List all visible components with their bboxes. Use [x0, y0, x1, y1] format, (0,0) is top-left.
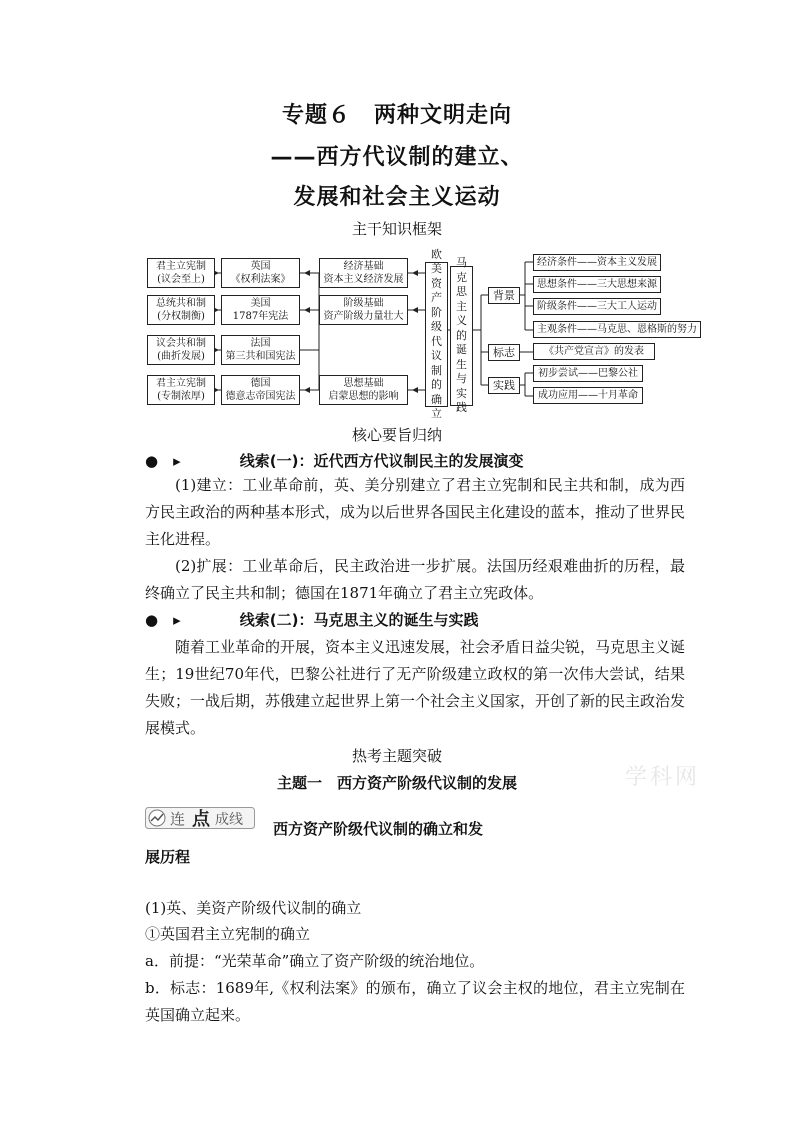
item-4: b．标志：1689年,《权利法案》的颁布，确立了议会主权的地位，君主立宪制在英国确立起来。 — [145, 979, 685, 1024]
clue-2-label: 线索(二)：马克思主义的诞生与实践 — [239, 611, 479, 629]
badge-text-1: 连 — [170, 810, 186, 828]
country-box-uk: 英国 《权利法案》 — [221, 258, 300, 288]
topic-subtitle-2: 发展和社会主义运动 — [293, 185, 501, 210]
system-box-1: 君主立宪制 (议会至上) — [147, 258, 215, 288]
clue-1-label: 线索(一)：近代西方代议制民主的发展演变 — [239, 452, 524, 470]
badge-text-2: 点 — [192, 809, 210, 830]
bullet-icon: ● ▸ — [145, 611, 181, 629]
paragraph-establishment: (1)建立：工业革命前，英、美分别建立了君主立宪制和民主共和制，成为西方民主政治的两种基本形式，成为以后世界各国民主化建设的蓝本，推动了世界民主化进程。 — [145, 476, 686, 548]
clue-2 — [145, 609, 479, 630]
system-box-4: 君主立宪制 (专制浓厚) — [147, 375, 215, 405]
branch-mark: 标志 — [488, 344, 520, 361]
clue-1 — [145, 450, 524, 471]
country-box-fr: 法国 第三共和国宪法 — [221, 335, 300, 365]
badge-text-3: 成线 — [215, 812, 243, 828]
knowledge-framework-diagram — [145, 240, 705, 420]
hot-topics-heading: 热考主题突破 — [351, 747, 442, 765]
practice-item-1: 初步尝试——巴黎公社 — [533, 365, 643, 382]
background-item-3: 阶级条件——三大工人运动 — [533, 298, 661, 315]
core-heading: 核心要旨归纳 — [351, 426, 442, 444]
basis-box-ideology: 思想基础 启蒙思想的影响 — [319, 375, 408, 405]
country-box-de: 德国 德意志帝国宪法 — [221, 375, 300, 405]
system-box-2: 总统共和制 (分权制衡) — [147, 295, 215, 325]
paragraph-marxism: 随着工业革命的开展，资本主义迅速发展，社会矛盾日益尖锐，马克思主义诞生；19世纪70年代，巴黎公社进行了无产阶级建立政权的第一次伟大尝试，结果失败；一战后期，苏俄建立起世界上第一个社会主义国家，开创了新的民主政治发展模式。 — [145, 638, 686, 737]
framework-heading: 主干知识框架 — [351, 220, 442, 238]
center-box-representative-system: 欧美资产阶级代议制的确立 — [425, 262, 448, 407]
background-item-1: 经济条件——资本主义发展 — [533, 254, 661, 271]
item-1: (1)英、美资产阶级代议制的确立 — [145, 899, 362, 917]
connect-dots-badge — [145, 807, 255, 829]
country-box-us: 美国 1787年宪法 — [221, 295, 300, 325]
basis-box-economic: 经济基础 资本主义经济发展 — [319, 258, 408, 288]
mark-item: 《共产党宣言》的发表 — [533, 343, 655, 360]
topic-subtitle-1: ——西方代议制的建立、 — [270, 145, 524, 170]
item-2: ①英国君主立宪制的确立 — [145, 925, 311, 943]
section-heading-line-2: 展历程 — [145, 848, 191, 866]
topic-title: 专题６ 两种文明走向 — [281, 103, 512, 128]
system-box-3: 议会共和制 (曲折发展) — [147, 335, 215, 365]
background-item-2: 思想条件——三大思想来源 — [533, 276, 661, 293]
theme-1-heading: 主题一 西方资产阶级代议制的发展 — [276, 774, 517, 792]
paragraph-expansion: (2)扩展：工业革命后，民主政治进一步扩展。法国历经艰难曲折的历程，最终确立了民主共和制；德国在1871年确立了君主立宪政体。 — [145, 557, 685, 602]
background-item-4: 主观条件——马克思、恩格斯的努力 — [533, 321, 701, 338]
bullet-icon: ● ▸ — [145, 452, 181, 470]
item-3: a．前提：“光荣革命”确立了资产阶级的统治地位。 — [145, 952, 485, 970]
branch-background: 背景 — [488, 287, 520, 304]
basis-box-class: 阶级基础 资产阶级力量壮大 — [319, 295, 408, 325]
watermark: 学科网 — [625, 765, 701, 790]
section-heading-line-1: 西方资产阶级代议制的确立和发 — [273, 820, 484, 838]
center-box-marxism: 马克思主义的诞生与实践 — [450, 266, 473, 406]
branch-practice: 实践 — [488, 377, 520, 394]
practice-item-2: 成功应用——十月革命 — [533, 387, 643, 404]
